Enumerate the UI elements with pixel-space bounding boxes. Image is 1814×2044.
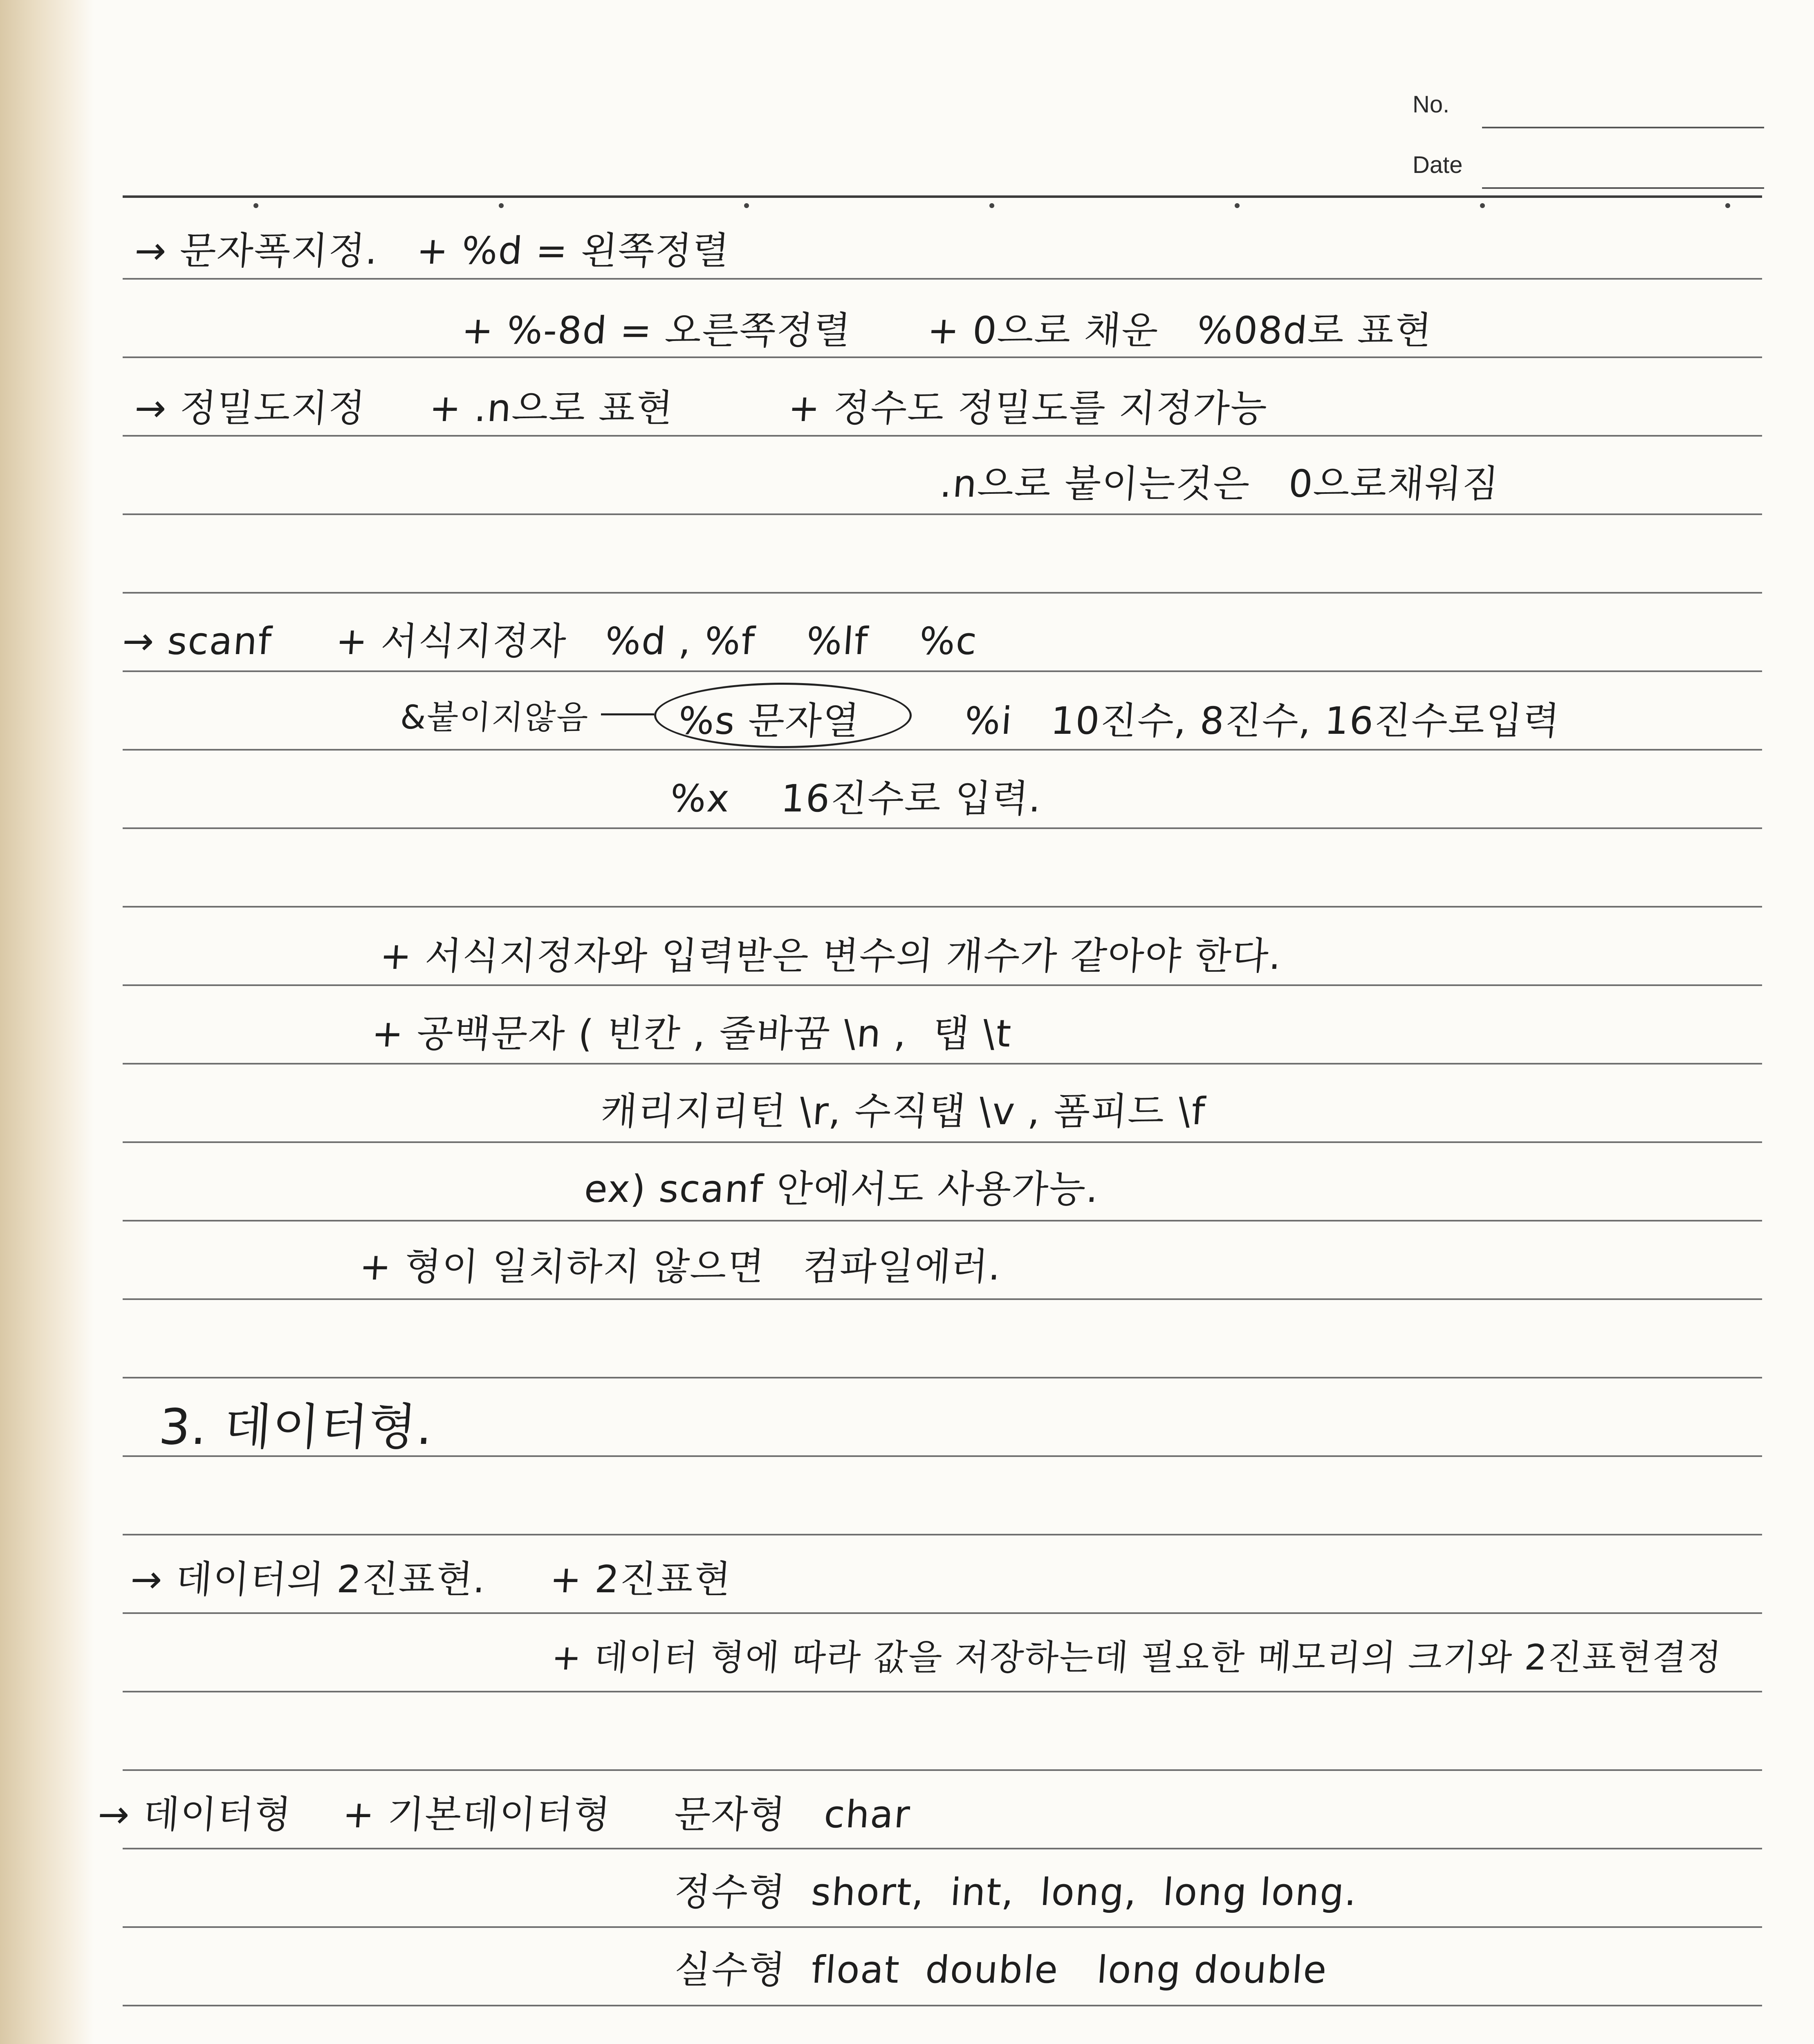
- ruled-line: [123, 670, 1762, 672]
- section-heading-data-types: 3. 데이터형.: [157, 1399, 435, 1456]
- no-line: [1482, 127, 1764, 128]
- note-line-hex-input: %x 16진수로 입력.: [668, 777, 1043, 820]
- ruled-line: [123, 1612, 1762, 1614]
- ruled-line: [123, 278, 1762, 280]
- ruled-line: [123, 513, 1762, 515]
- dot-marker: [744, 203, 749, 208]
- note-line-integer-types: 정수형 short, int, long, long long.: [673, 1870, 1359, 1914]
- ruled-line: [123, 1141, 1762, 1143]
- note-line-string: %s 문자열: [677, 699, 861, 743]
- note-line-float-types: 실수형 float double long double: [673, 1948, 1329, 1992]
- ruled-line: [123, 2005, 1762, 2006]
- note-line-whitespace: + 공백문자 ( 빈칸 , 줄바꿈 \n , 탭 \t: [370, 1012, 1014, 1056]
- ruled-line: [123, 1298, 1762, 1300]
- ruled-line: [123, 984, 1762, 986]
- note-line-zero-fill: .n으로 붙이는것은 0으로채워짐: [938, 462, 1501, 506]
- ruled-line: [123, 1769, 1762, 1771]
- ruled-line: [123, 1377, 1762, 1378]
- ruled-line: [123, 195, 1762, 198]
- dot-marker: [1235, 203, 1240, 208]
- note-line-scanf-usage: ex) scanf 안에서도 사용가능.: [583, 1167, 1101, 1211]
- ruled-line: [123, 592, 1762, 594]
- note-line-no-ampersand: &붙이지않음: [399, 698, 590, 736]
- page-binding-shadow: [0, 0, 94, 2044]
- ruled-line: [123, 435, 1762, 437]
- note-line-integer-input: %i 10진수, 8진수, 16진수로입력: [963, 699, 1562, 743]
- note-line-memory-size: + 데이터 형에 따라 값을 저장하는데 필요한 메모리의 크기와 2진표현결정: [550, 1637, 1723, 1678]
- dot-marker: [1480, 203, 1485, 208]
- date-line: [1482, 187, 1764, 189]
- note-line-scanf: → scanf + 서식지정자 %d , %f %lf %c: [121, 619, 979, 663]
- no-label: No.: [1413, 91, 1450, 118]
- date-label: Date: [1413, 152, 1463, 178]
- dot-marker: [1725, 203, 1730, 208]
- dot-marker: [253, 203, 258, 208]
- note-line-char-type: 문자형 char: [673, 1793, 912, 1836]
- ruled-line: [123, 1534, 1762, 1535]
- dot-marker: [499, 203, 504, 208]
- ruled-line: [123, 827, 1762, 829]
- ruled-line: [123, 906, 1762, 908]
- ruled-line: [123, 1220, 1762, 1221]
- note-line-precision: → 정밀도지정 + .n으로 표현 + 정수도 정밀도를 지정가능: [133, 386, 1269, 430]
- note-line-basic-types: → 데이터형 + 기본데이터형: [96, 1793, 612, 1836]
- note-line-right-align: + %-8d = 오른쪽정렬 + 0으로 채운 %08d로 표현: [460, 309, 1434, 352]
- note-line-escape-chars: 캐리지리턴 \r, 수직탭 \v , 폼피드 \f: [599, 1089, 1207, 1133]
- note-line-type-mismatch: + 형이 일치하지 않으면 컴파일에러.: [358, 1245, 1003, 1289]
- ruled-line: [123, 1848, 1762, 1849]
- ruled-line: [123, 1063, 1762, 1065]
- ruled-line: [123, 749, 1762, 751]
- ruled-line: [123, 1691, 1762, 1692]
- ruled-line: [123, 356, 1762, 358]
- ruled-line: [123, 1926, 1762, 1928]
- dot-marker: [989, 203, 994, 208]
- note-line-field-width: → 문자폭지정. + %d = 왼쪽정렬: [133, 229, 731, 273]
- note-line-arg-count: + 서식지정자와 입력받은 변수의 개수가 같아야 한다.: [378, 934, 1284, 978]
- arrow-left: [601, 713, 654, 715]
- note-line-binary-repr: → 데이터의 2진표현. + 2진표현: [129, 1558, 733, 1601]
